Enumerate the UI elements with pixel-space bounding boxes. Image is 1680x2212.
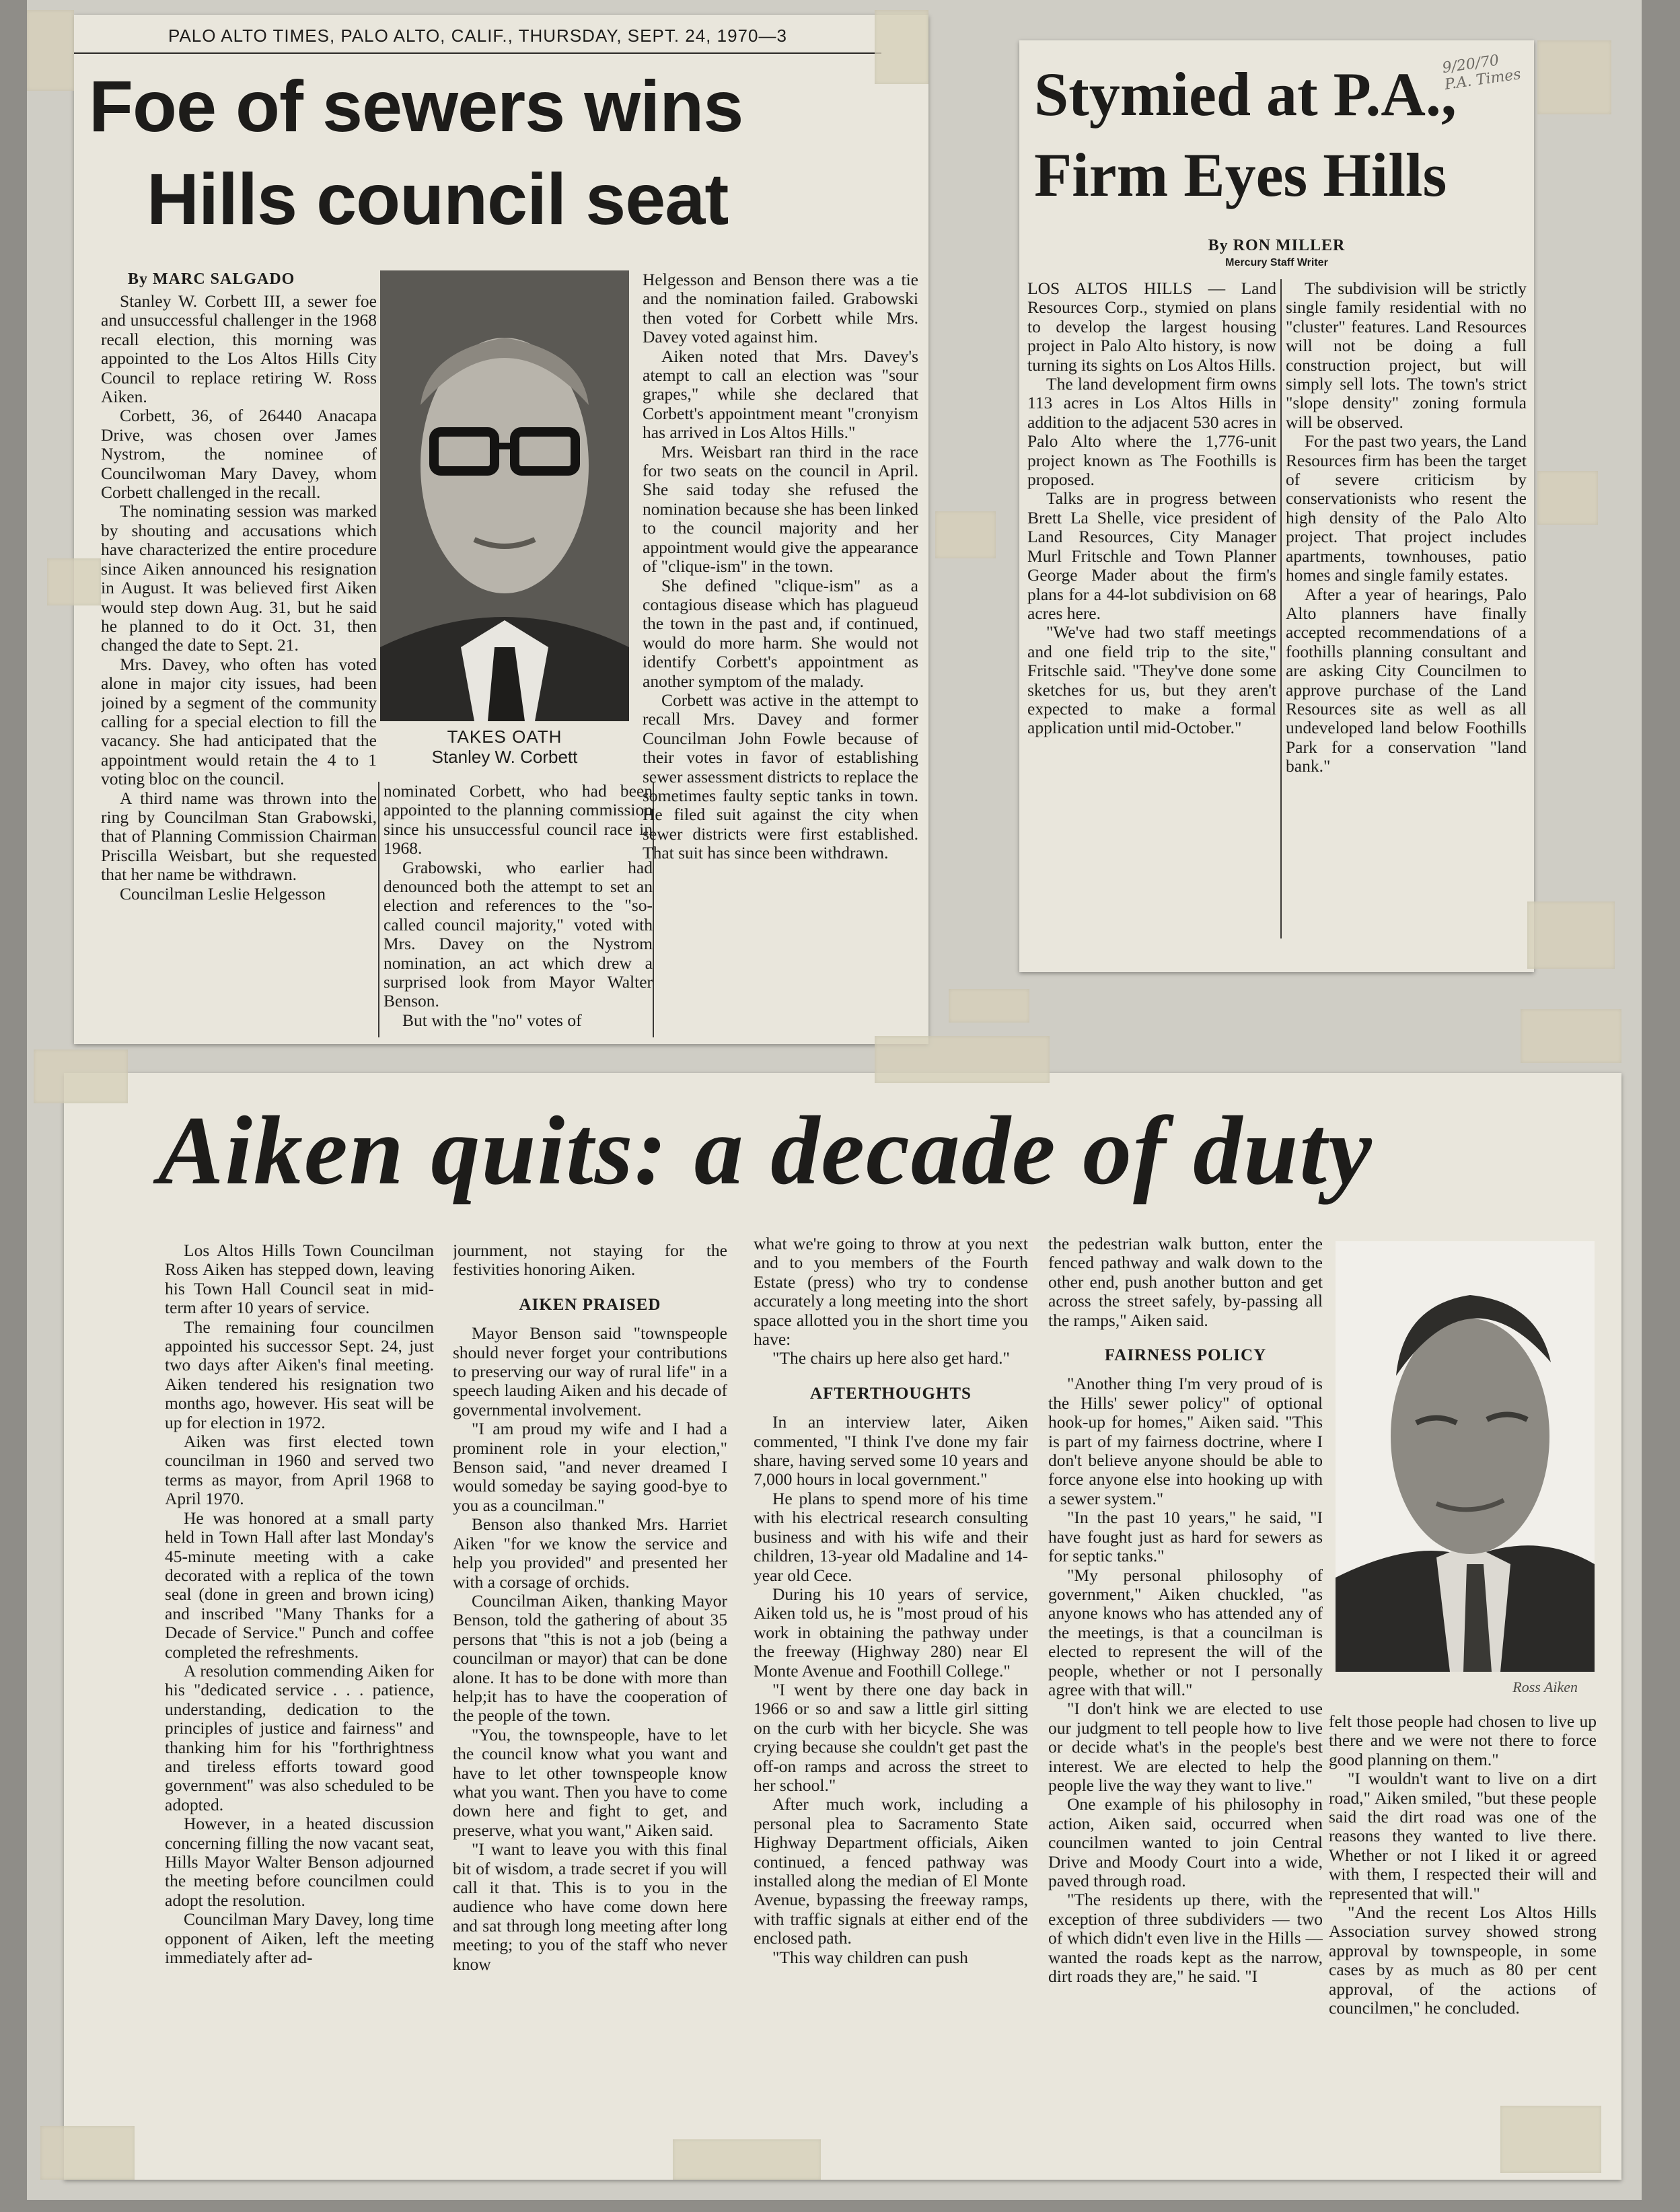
paragraph: Los Altos Hills Town Councilman Ross Aiken has stepped down, leaving his Town Hall Council seat in mid-term after 10 years of service. — [165, 1241, 434, 1318]
tape-strip — [1537, 40, 1611, 114]
aiken-column-1 — [165, 1241, 434, 2163]
photo-caption-line-1: TAKES OATH — [447, 727, 562, 747]
photo-caption-line-2: Stanley W. Corbett — [431, 747, 578, 767]
sewers-clipping — [74, 15, 928, 1044]
paragraph: "I went by there one day back in 1966 or so and saw a little girl sitting on the curb with her bicycle. She was crying because she couldn't get past the off-on ramps and across the street to her school." — [754, 1679, 1028, 1795]
paragraph: In an interview later, Aiken commented, "I think I've done my fair share, having served some 10 years and 7,000 hours in local government." — [754, 1412, 1028, 1489]
paragraph: journment, not staying for the festivities honoring Aiken. — [453, 1241, 727, 1280]
headline-line-1: Foe of sewers wins — [89, 65, 743, 147]
aiken-column-4 — [1048, 1234, 1323, 2163]
corbett-portrait-image — [380, 270, 629, 721]
paragraph: LOS ALTOS HILLS — Land Resources Corp., stymied on plans to develop the largest housing project in Palo Alto history, is now turning its sights on Los Altos Hills. — [1027, 279, 1276, 375]
stymied-clipping — [1019, 40, 1534, 972]
paragraph: The land development firm owns 113 acres in Los Altos Hills in addition to the adjacent 530 acres in Palo Alto where the 1,776-unit project known as The Foothills is proposed. — [1027, 374, 1276, 490]
paragraph: what we're going to throw at you next and to you members of the Fourth Estate (press) who try to condense accurately a long meeting into the short space allotted you in the short time you have: — [754, 1234, 1028, 1350]
paragraph: Stanley W. Corbett III, a sewer foe and unsuccessful challenger in the 1968 recall election, this morning was appointed to the Los Altos Hills City Council to replace retiring W. Ross Aiken. — [101, 292, 377, 407]
paragraph: "My personal philosophy of government," Aiken chuckled, "as anyone knows who has attended any of the meetings, is that a councilman is elected to represent the will of the people, whether or not I personally agree with that will." — [1048, 1565, 1323, 1699]
paragraph: Aiken noted that Mrs. Davey's atempt to call an election was "sour grapes," while she declared that Corbett's appointment meant "cronyism has arrived in Los Altos Hills." — [643, 346, 918, 443]
paragraph: He was honored at a small party held in Town Hall after last Monday's 45-minute meeting with a cake decorated with a replica of the town seal (done in green and brown icing) and inscribed "Many Thanks for a Decade of Service." Punch and coffee completed the refreshments. — [165, 1508, 434, 1662]
sewers-column-2 — [384, 782, 653, 1037]
tape-strip — [673, 2139, 821, 2180]
paragraph: He plans to spend more of his time with his electrical research consulting business and with his wife and their children, 13-year old Madaline and 14-year old Cece. — [754, 1488, 1028, 1585]
tape-strip — [949, 989, 1029, 1023]
paragraph: For the past two years, the Land Resources firm has been the target of severe criticism by conservationists who resent the high density of the Palo Alto project. That project includes apartments, townhouses, patio homes and single family estates. — [1286, 431, 1527, 585]
paragraph: Councilman Leslie Helgesson — [120, 883, 326, 904]
tape-strip — [27, 10, 74, 91]
paragraph: "I wouldn't want to live on a dirt road," Aiken smiled, "but these people said the dirt road was one of the reasons they wanted to live there. Whether or not I liked it or agreed with them, I respected their will and represented that will." — [1329, 1769, 1597, 1903]
stymied-column-2 — [1286, 279, 1527, 952]
subhead-afterthoughts: AFTERTHOUGHTS — [810, 1384, 972, 1403]
paragraph: "The chairs up here also get hard." — [772, 1348, 1010, 1368]
paragraph: "I want to leave you with this final bit of wisdom, a trade secret if you will call it that. This is to you in the audience who have come down here and sat through long meeting after long meeting; to you of the staff who never know — [453, 1839, 727, 1974]
paragraph: During his 10 years of service, Aiken told us, he is "most proud of his work in obtaining the pathway under the freeway (Highway 280) near El Monte Avenue and Foothill College." — [754, 1584, 1028, 1681]
masthead-rule — [74, 52, 881, 54]
paragraph: "This way children can push — [772, 1947, 968, 1967]
byline: By RON MILLER — [1208, 237, 1346, 254]
paragraph: "And the recent Los Altos Hills Association survey showed strong approval by townspeople, in some cases by as much as 80 per cent approval, of the actions of councilmen," he concluded. — [1329, 1903, 1597, 2018]
paragraph: She defined "clique-ism" as a contagious disease which has plagueud the town in the past and, if continued, would do more harm. She would not identify Corbett's appointment as another symptom of the malady. — [643, 575, 918, 691]
tape-strip — [875, 1036, 1050, 1083]
aiken-portrait-image — [1336, 1241, 1595, 1672]
paragraph: After a year of hearings, Palo Alto planners have finally accepted recommendations of a foothills planning consultant and are asking City Councilmen to approve purchase of the Land Resources site as well as all undeveloped land below Foothills Park for a conservation "land bank." — [1286, 584, 1527, 776]
tape-strip — [875, 10, 928, 84]
paragraph: Grabowski, who earlier had denounced both the attempt to set an election and references to the "so-called council majority," voted with Mrs. Davey on the Nystrom nomination, an act which drew a surprised look from Mayor Walter Benson. — [384, 857, 653, 1011]
column-rule — [1280, 279, 1282, 938]
sewers-column-3 — [643, 270, 918, 1037]
paragraph: Helgesson and Benson there was a tie and the nomination failed. Grabowski then voted for Corbett while Mrs. Davey voted against him. — [643, 270, 918, 347]
paragraph: nominated Corbett, who had been appointed to the planning commission since his unsuccessful council race in 1968. — [384, 782, 653, 858]
handwritten-note: 9/20/70 P.A. Times — [1441, 52, 1523, 94]
paragraph: Corbett, 36, of 26440 Anacapa Drive, was chosen over James Nystrom, the nominee of Councilwoman Mary Davey, whom Corbett challenged in the recall. — [101, 406, 377, 503]
paragraph: "I don't hink we are elected to use our judgment to tell people how to live or decide what's in the people's best interest. We are elected to help the people live the way they want to live." — [1048, 1699, 1323, 1795]
aiken-column-5 — [1329, 1712, 1597, 2163]
paragraph: A resolution commending Aiken for his "dedicated service . . . patience, understanding, dedication to the principles of justice and fairness" and thanking him for his "forthrightness and tireless efforts toward good government" was also scheduled to be adopted. — [165, 1660, 434, 1814]
tape-strip — [1500, 2106, 1601, 2173]
paragraph: "In the past 10 years," he said, "I have fought just as hard for sewers as for septic tanks." — [1048, 1508, 1323, 1566]
paragraph: Aiken was first elected town councilman in 1960 and served two terms as mayor, from April 1968 to April 1970. — [165, 1432, 434, 1509]
headline: Aiken quits: a decade of duty — [158, 1096, 1373, 1205]
tape-strip — [1521, 1009, 1621, 1063]
sewers-column-1 — [101, 292, 377, 1032]
aiken-clipping — [64, 1073, 1621, 2180]
paragraph: Mrs. Davey, who often has voted alone in major city issues, had been joined by a segment of the community calling for a special election to fill the vacancy. She had anticipated that the appointment would retain the 4 to 1 voting bloc on the council. — [101, 654, 377, 789]
paragraph: "I am proud my wife and I had a prominent role in your election," Benson said, "and never dreamed I would someday be saying good-bye to you as a councilman." — [453, 1419, 727, 1515]
paragraph: "We've had two staff meetings and one field trip to the site," Fritschle said. "They've done some sketches for us, but they aren't expected to make a formal application until mid-October." — [1027, 622, 1276, 738]
tape-strip — [935, 511, 996, 558]
aiken-column-2 — [453, 1241, 727, 2163]
paragraph: "Another thing I'm very proud of is the Hills' sewer policy" of optional hook-up for homes," Aiken said. "This is part of my fairness doctrine, where I don't believe anyone should be able to force anyone else into hooking up with a sewer system." — [1048, 1374, 1323, 1508]
headline-line-2: Firm Eyes Hills — [1034, 141, 1447, 209]
corbett-photo — [380, 270, 629, 721]
aiken-photo — [1336, 1241, 1595, 1672]
paragraph: One example of his philosophy in action, Aiken said, occurred when councilmen wanted to join Central Drive and Moody Court into a wide, paved through road. — [1048, 1794, 1323, 1890]
headline-line-2: Hills council seat — [147, 158, 729, 239]
paragraph: Councilman Mary Davey, long time opponent of Aiken, left the meeting immediately after ad- — [165, 1909, 434, 1968]
headline-line-1: Stymied at P.A., — [1034, 60, 1457, 128]
paragraph: The subdivision will be strictly single family residential with no "cluster" features. Land Resources will not be doing a full construction project, but will simply sell lots. The town's strict "slope density" zoning formula will be observed. — [1286, 279, 1527, 432]
paragraph: The remaining four councilmen appointed his successor Sept. 24, just two days after Aiken's final meeting. Aiken tendered his resignation two months ago, however. His seat will be up for election in 1972. — [165, 1317, 434, 1432]
paragraph: A third name was thrown into the ring by Councilman Stan Grabowski, that of Planning Commission Chairman Priscilla Weisbart, but she requested that her name be withdrawn. — [101, 788, 377, 885]
subhead-fairness-policy: FAIRNESS POLICY — [1104, 1346, 1267, 1365]
subhead-aiken-praised: AIKEN PRAISED — [519, 1295, 661, 1314]
paragraph: But with the "no" votes of — [402, 1010, 582, 1030]
tape-strip — [40, 2126, 135, 2180]
paragraph: felt those people had chosen to live up there and we were not there to force good planning on them." — [1329, 1712, 1597, 1769]
column-rule — [378, 782, 379, 1037]
paragraph: Mayor Benson said "townspeople should never forget your contributions to preserving our way of rural life" in a speech lauding Aiken and his decade of governmental involvement. — [453, 1323, 727, 1420]
paragraph: "The residents up there, with the exception of three subdividers — two of which didn't even live in the Hills — wanted the roads kept as the narrow, dirt roads they are," he said. "I — [1048, 1890, 1323, 1987]
paragraph: After much work, including a personal plea to Sacramento State Highway Department officials, Aiken continued, a fenced pathway was installed along the median of El Monte Avenue, bypassing the freeway ramps, with traffic signals at either end of the enclosed path. — [754, 1794, 1028, 1948]
paragraph: However, in a heated discussion concerning filling the now vacant seat, Hills Mayor Walter Benson adjourned the meeting before councilmen could adopt the resolution. — [165, 1814, 434, 1910]
aiken-column-3 — [754, 1234, 1028, 2163]
paragraph: the pedestrian walk button, enter the fenced pathway and walk down to the other end, push another button and get across the street safely, by-passing all the ramps," Aiken said. — [1048, 1234, 1323, 1330]
masthead: PALO ALTO TIMES, PALO ALTO, CALIF., THURSDAY, SEPT. 24, 1970—3 — [168, 26, 787, 46]
byline-sub: Mercury Staff Writer — [1225, 257, 1328, 268]
paragraph: Benson also thanked Mrs. Harriet Aiken "for we know the service and help you provided" and presented her with a corsage of orchids. — [453, 1514, 727, 1592]
tape-strip — [1537, 471, 1598, 525]
tape-strip — [47, 558, 101, 605]
tape-strip — [34, 1049, 128, 1103]
byline: By MARC SALGADO — [128, 270, 295, 288]
paragraph: Mrs. Weisbart ran third in the race for two seats on the council in April. She said today she refused the nomination because she has been linked to the council majority and her appointment would give the appearance of "clique-ism" in the town. — [643, 441, 918, 577]
paragraph: Talks are in progress between Brett La Shelle, vice president of Land Resources, City Manager Murl Fritschle and Town Planner George Mader about the firm's plans for a 44-lot subdivision on 68 acres here. — [1027, 488, 1276, 623]
tape-strip — [1527, 901, 1615, 969]
paragraph: "You, the townspeople, have to let the council know what you want and have to let other townspeople know what you want. Then you have to come down here and fight to get, and preserve, what you want," Aiken said. — [453, 1724, 727, 1840]
paragraph: The nominating session was marked by shouting and accusations which have characterized the entire procedure since Aiken announced his resignation in August. It was believed first Aiken would step down Aug. 31, but he said he planned to do it Oct. 31, then changed the date to Sept. 21. — [101, 501, 377, 655]
stymied-column-1 — [1027, 279, 1276, 952]
paragraph: Councilman Aiken, thanking Mayor Benson, told the gathering of about 35 persons that "this is not a job (being a councilman or mayor) that can be done alone. It has to be done with more than help;it has to have the cooperation of the people of the town. — [453, 1590, 727, 1726]
photo-caption: Ross Aiken — [1512, 1679, 1578, 1695]
paragraph: Corbett was active in the attempt to recall Mrs. Davey and former Councilman John Fowle because of their votes in favor of establishing sewer assessment districts to replace the sometimes faulty septic tanks in town. He filed suit against the city when sewer districts were first established. That suit has since been withdrawn. — [643, 690, 918, 863]
